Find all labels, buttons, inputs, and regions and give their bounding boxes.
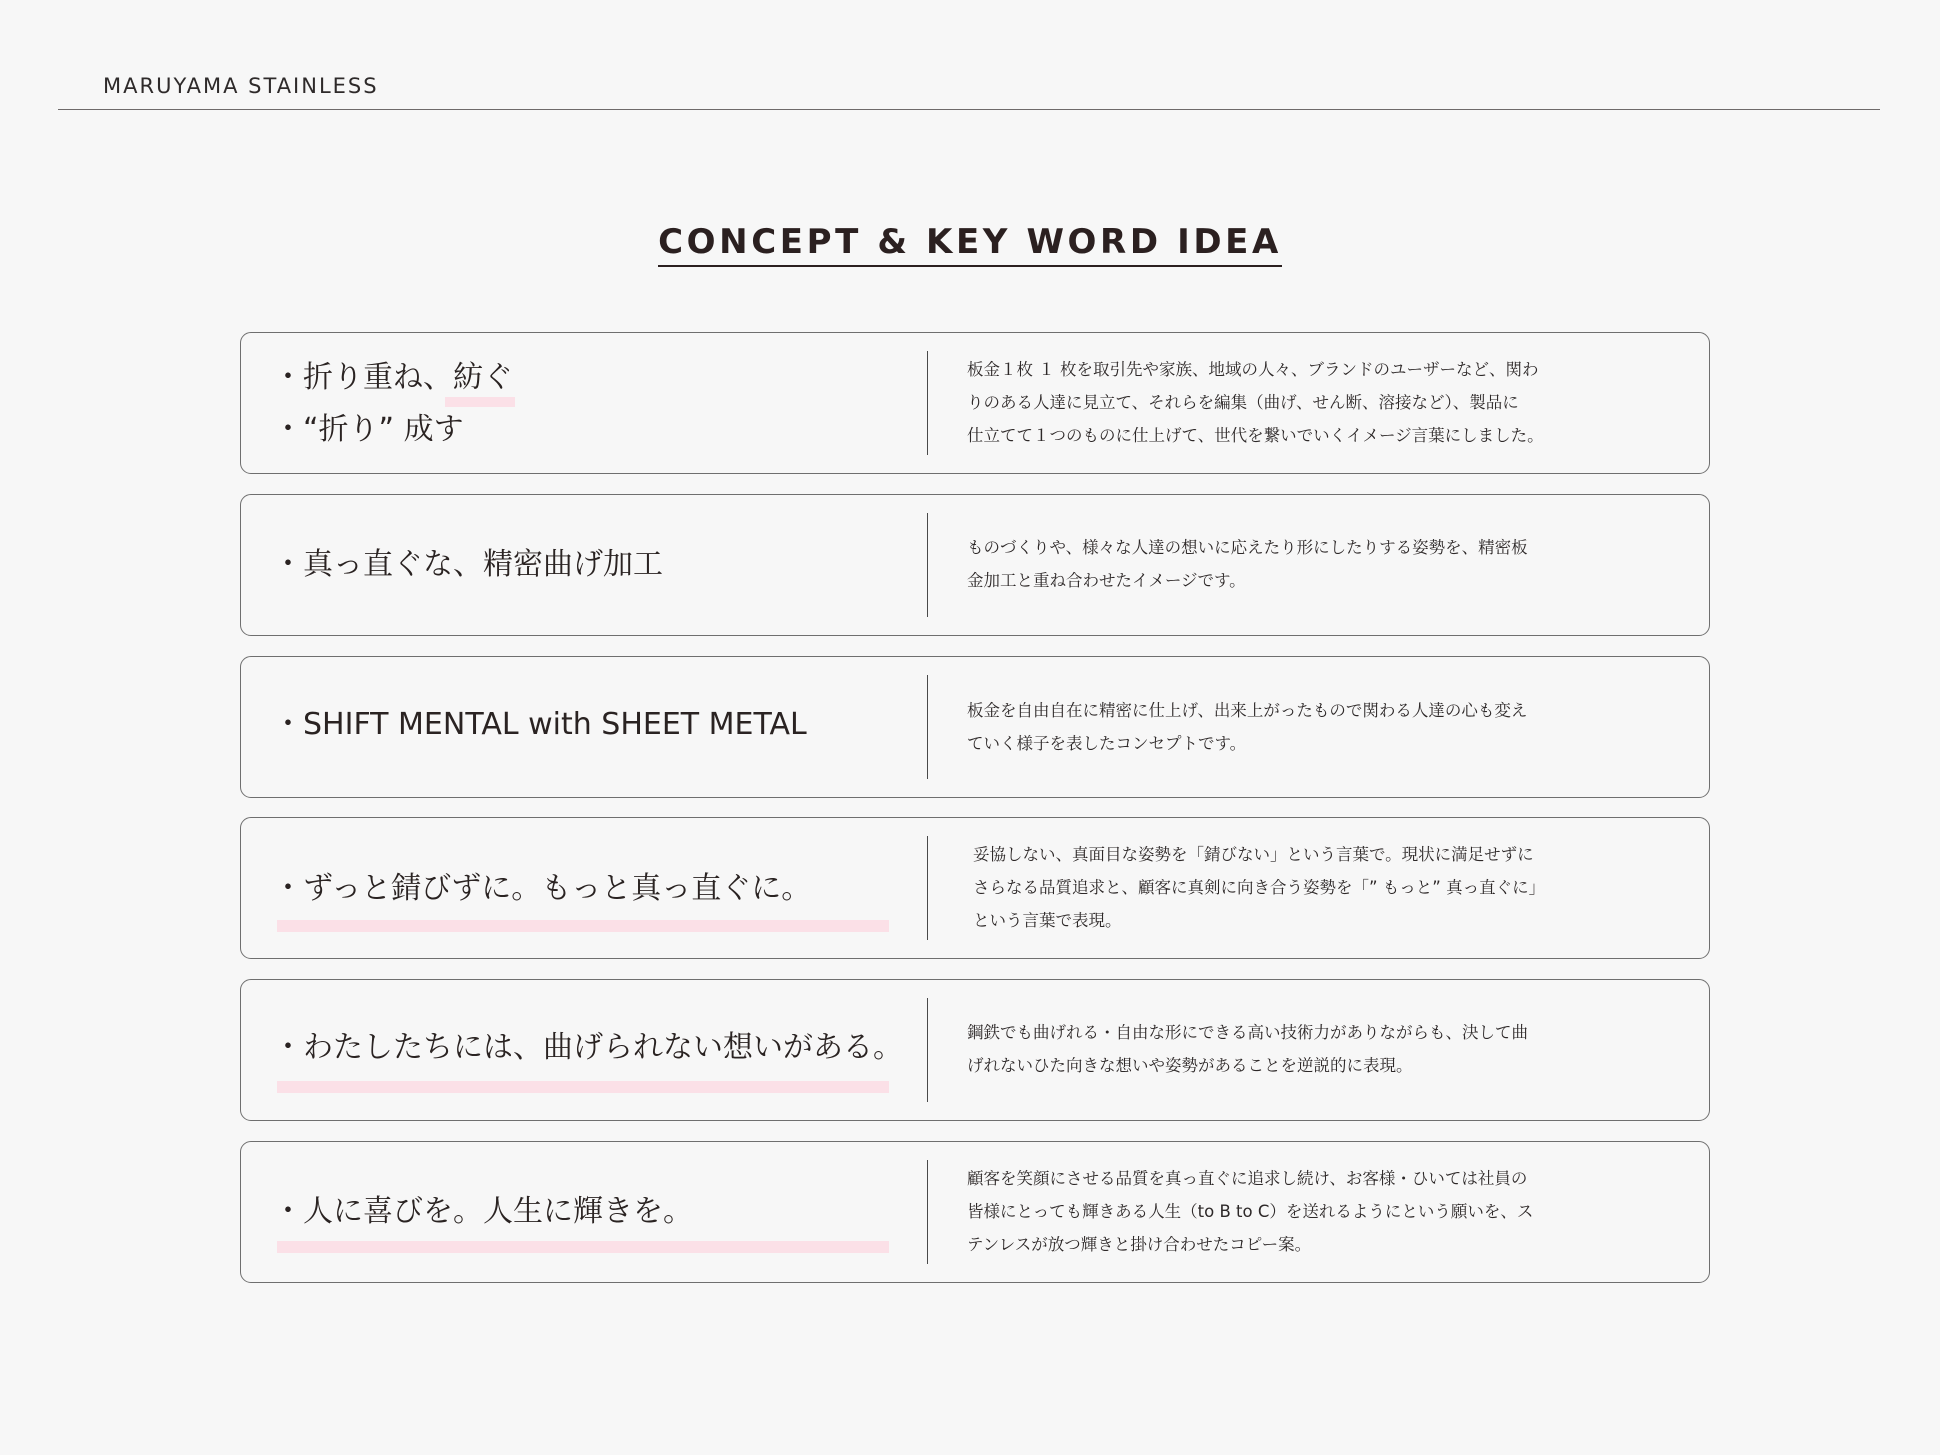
description-line: テンレスが放つ輝きと掛け合わせたコピー案。 [967, 1235, 1312, 1254]
concept-card-2 [240, 494, 1710, 636]
keyword-column [273, 333, 903, 473]
keyword-column [273, 818, 903, 958]
keyword-line: ・“折り” 成す [273, 412, 464, 447]
card-divider [927, 351, 928, 455]
description-line: 皆様にとっても輝きある人生（to B to C）を送れるようにという願いを、ス [967, 1202, 1534, 1221]
keyword-highlight [277, 920, 889, 932]
description-line: 板金を自由自在に精密に仕上げ、出来上がったもので関わる人達の心も変え [967, 701, 1528, 720]
keyword-column [273, 1142, 903, 1282]
keyword-line: ・真っ直ぐな、精密曲げ加工 [273, 547, 663, 582]
concept-card-3 [240, 656, 1710, 798]
header-divider [58, 109, 1880, 110]
keyword-column [273, 980, 903, 1120]
card-description [973, 838, 1653, 937]
card-divider [927, 998, 928, 1102]
card-description [967, 1016, 1647, 1082]
description-line: という言葉で表現。 [973, 911, 1122, 930]
keyword-line [273, 360, 513, 395]
keyword-highlight [277, 1081, 889, 1093]
description-line: 妥協しない、真面目な姿勢を「錆びない」という言葉で。現状に満足せずに [973, 845, 1534, 864]
description-line: 板金１枚 １ 枚を取引先や家族、地域の人々、ブランドのユーザーなど、関わ [967, 360, 1539, 379]
concept-card-5 [240, 979, 1710, 1121]
brand-name: MARUYAMA STAINLESS [103, 74, 379, 98]
card-description [967, 353, 1647, 452]
description-line: 鋼鉄でも曲げれる・自由な形にできる高い技術力がありながらも、決して曲 [967, 1023, 1528, 1042]
keyword-line: ・SHIFT MENTAL with SHEET METAL [273, 707, 807, 742]
keyword-column [273, 657, 903, 797]
page-title: CONCEPT & KEY WORD IDEA [658, 223, 1282, 267]
keyword-text: ・折り重ね、紡ぐ [273, 360, 513, 395]
keyword-highlight [445, 397, 515, 407]
description-line: 金加工と重ね合わせたイメージです。 [967, 571, 1246, 590]
description-line: りのある人達に見立て、それらを編集（曲げ、せん断、溶接など）、製品に [967, 393, 1519, 412]
keyword-line: ・ずっと錆びずに。もっと真っ直ぐに。 [273, 871, 812, 906]
card-description [967, 1162, 1647, 1261]
card-description [967, 531, 1647, 597]
description-line: ものづくりや、様々な人達の想いに応えたり形にしたりする姿勢を、精密板 [967, 538, 1528, 557]
card-description [967, 694, 1647, 760]
keyword-highlight [277, 1241, 889, 1253]
description-line: さらなる品質追求と、顧客に真剣に向き合う姿勢を「” もっと” 真っ直ぐに」 [973, 878, 1546, 897]
description-line: 仕立てて１つのものに仕上げて、世代を繋いでいくイメージ言葉にしました。 [967, 426, 1544, 445]
keyword-line: ・人に喜びを。人生に輝きを。 [273, 1194, 693, 1229]
description-line: げれないひた向きな想いや姿勢があることを逆説的に表現。 [967, 1056, 1413, 1075]
concept-card-4 [240, 817, 1710, 959]
concept-card-1 [240, 332, 1710, 474]
card-divider [927, 836, 928, 940]
card-divider [927, 675, 928, 779]
description-line: ていく様子を表したコンセプトです。 [967, 734, 1247, 753]
page-title-wrap [0, 223, 1940, 267]
card-divider [927, 1160, 928, 1264]
keyword-line: ・わたしたちには、曲げられない想いがある。 [273, 1030, 903, 1065]
keyword-column [273, 495, 903, 635]
concept-card-6 [240, 1141, 1710, 1283]
card-divider [927, 513, 928, 617]
description-line: 顧客を笑顔にさせる品質を真っ直ぐに追求し続け、お客様・ひいては社員の [967, 1169, 1528, 1188]
